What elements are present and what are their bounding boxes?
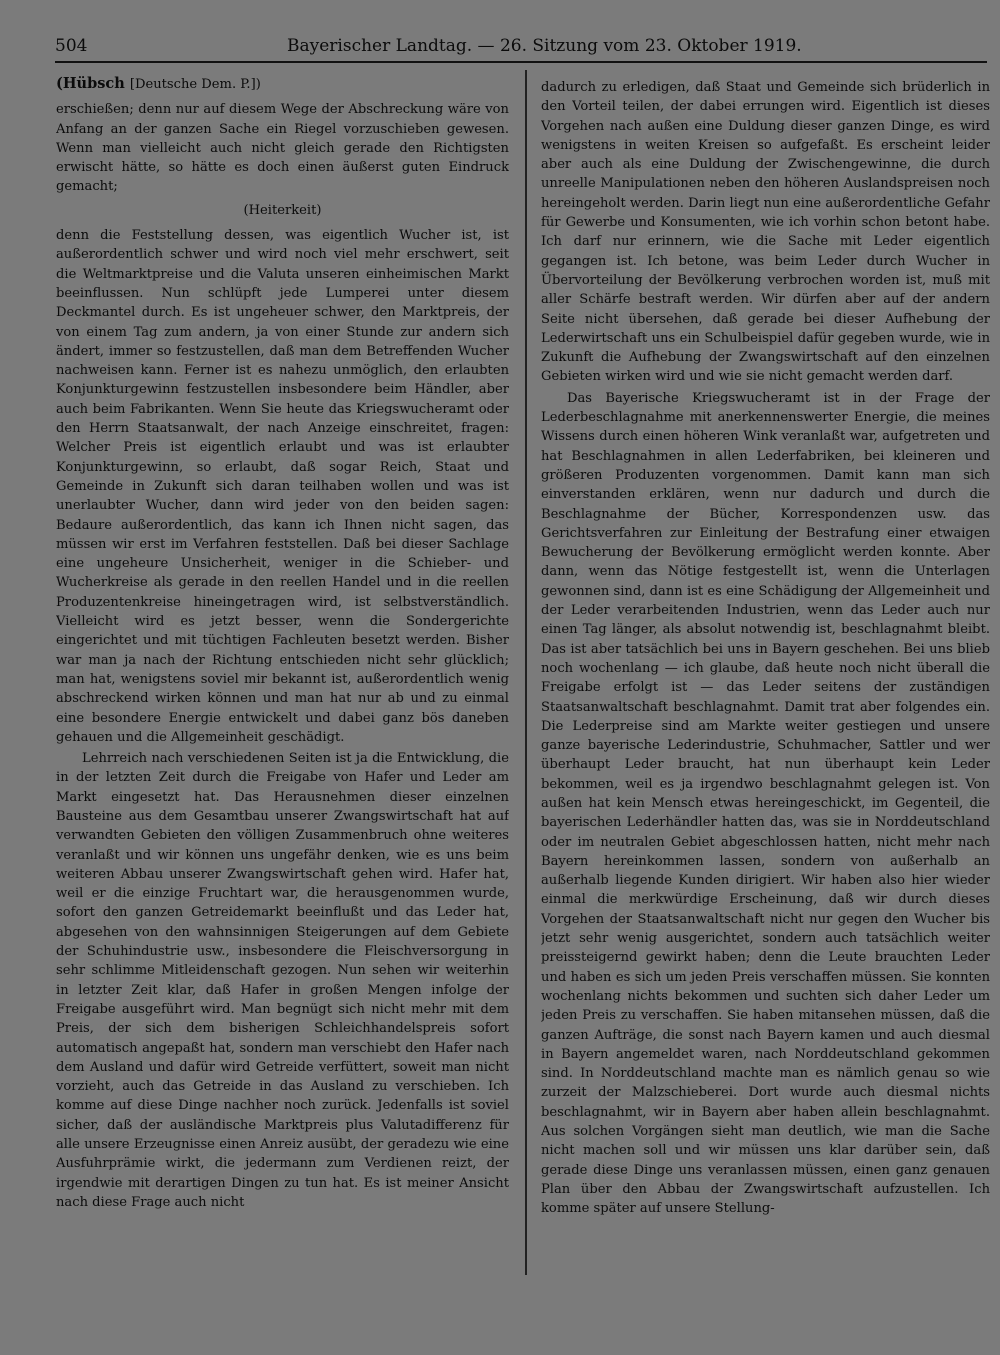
paragraph: erschießen; denn nur auf diesem Wege der Abschreckung wäre von Anfang an der ganzen Sache ein Riegel vorzuschieben gewesen. Wenn man vielleicht auch nicht gleich gerade den Richtigsten erwischt hätte, so hätte es doch einen äußerst guten Eindruck gemacht;	[56, 102, 509, 195]
running-header	[55, 36, 990, 60]
running-title: Bayerischer Landtag. — 26. Sitzung vom 23. Oktober 1919.	[287, 36, 802, 56]
paragraph: Das Bayerische Kriegswucheramt ist in der Frage der Lederbeschlagnahme mit anerkennenswerter Energie, die meines Wissens durch einen höheren Wink veranlaßt war, aufgetreten und hat Beschlagnahmen in allen Lederfabriken, bei kleineren und größeren Produzenten vorgenommen. Damit kann man sich einverstanden erklären, wenn nur dadurch und durch die Beschlagnahme der Bücher, Korrespondenzen usw. das Gerichtsverfahren zur Einleitung der Bestrafung einer etwaigen Bewucherung der Bevölkerung ermöglicht werden konnte. Aber dann, wenn das Nötige festgestellt ist, wenn die Unterlagen gewonnen sind, dann ist es eine Schädigung der Allgemeinheit und der Leder verarbeitenden Industrien, wenn das Leder auch nur einen Tag länger, als absolut notwendig ist, beschlagnahmt bleibt. Das ist aber tatsächlich bei uns in Bayern geschehen. Bei uns blieb noch wochenlang — ich glaube, daß heute noch nicht überall die Freigabe erfolgt ist — das Leder seitens der zuständigen Staatsanwaltschaft beschlagnahmt. Damit trat aber folgendes ein. Die Lederpreise sind am Markte weiter gestiegen und unsere ganze bayerische Lederindustrie, Schuhmacher, Sattler und wer überhaupt Leder braucht, hat nun überhaupt kein Leder bekommen, weil es ja irgendwo beschlagnahmt gelegen ist. Von außen hat kein Mensch etwas hereingeschickt, im Gegenteil, die bayerischen Lederhändler hatten das, was sie in Norddeutschland oder im neutralen Gebiet abgeschlossen hatten, nicht mehr nach Bayern hereinkommen lassen, sondern von außerhalb an außerhalb liegende Kunden dirigiert. Wir haben also hier wieder einmal die merkwürdige Erscheinung, daß wir durch dieses Vorgehen der Staatsanwaltschaft nicht nur gegen den Wucher bis jetzt sehr wenig ausgerichtet, sondern auch tatsächlich weiter preissteigernd gewirkt haben; denn die Leute brauchten Leder und haben es sich um jeden Preis verschaffen müssen. Sie konnten wochenlang nichts bekommen und suchten sich daher Leder um jeden Preis zu verschaffen. Sie haben mitansehen müssen, daß die ganzen Aufträge, die sonst nach Bayern kamen und auch diesmal in Bayern angemeldet waren, nach Norddeutschland gekommen sind. In Norddeutschland machte man es nämlich genau so wie zurzeit der Malzschieberei. Dort wurde auch diesmal nichts beschlagnahmt, wir in Bayern aber haben allein beschlagnahmt. Aus solchen Vorgängen sieht man deutlich, wie man die Sache nicht machen soll und wir müssen uns klar darüber sein, daß gerade diese Dinge uns veranlassen müssen, einen ganz genauen Plan über den Abbau der Zwangswirtschaft aufzustellen. Ich komme später auf unsere Stellung-	[541, 390, 990, 1217]
paragraph: Lehrreich nach verschiedenen Seiten ist ja die Entwicklung, die in der letzten Zeit durch die Freigabe von Hafer und Leder am Markt eingesetzt hat. Das Herausnehmen dieser einzelnen Bausteine aus dem Gesamtbau unserer Zwangswirtschaft hat auf verwandten Gebieten den völligen Zusammenbruch ohne weiteres veranlaßt und wir können uns ungefähr denken, wie es uns beim weiteren Abbau unserer Zwangswirtschaft gehen wird. Hafer hat, weil er die einzige Fruchtart war, die herausgenommen wurde, sofort den ganzen Getreidemarkt beeinflußt und das Leder hat, abgesehen von den wahnsinnigen Steigerungen auf dem Gebiete der Schuhindustrie usw., insbesondere die Fleischversorgung in sehr schlimme Mitleidenschaft gezogen. Nun sehen wir weiterhin in letzter Zeit klar, daß Hafer in großen Mengen infolge der Freigabe ausgeführt wird. Man begnügt sich nicht mehr mit dem Preis, der sich dem bisherigen Schleichhandelspreis sofort automatisch angepaßt hat, sondern man verschiebt den Hafer nach dem Ausland und dafür wird Getreide verfüttert, soweit man nicht vorzieht, auch das Getreide in das Ausland zu verschieben. Ich komme auf diese Dinge nachher noch zurück. Jedenfalls ist soviel sicher, daß der ausländische Marktpreis plus Valutadifferenz für alle unsere Erzeugnisse einen Anreiz ausübt, der geradezu wie eine Ausfuhrprämie wirkt, die jedermann zum Verdienen reizt, der irgendwie mit derartigen Dingen zu tun hat. Es ist meiner Ansicht nach diese Frage auch nicht	[56, 751, 509, 1210]
stage-direction: (Heiterkeit)	[243, 202, 322, 218]
paragraph: denn die Feststellung dessen, was eigentlich Wucher ist, ist außerordentlich schwer und wird noch viel mehr erschwert, seit die Weltmarktpreise und die Valuta unseren einheimischen Markt beeinflussen. Nun schlüpft jede Lumperei unter diesem Deckmantel durch. Es ist ungeheuer schwer, den Marktpreis, der von einem Tag zum andern, ja von einer Stunde zur andern sich ändert, immer so festzustellen, daß man dem Betreffenden Wucher nachweisen kann. Ferner ist es nahezu unmöglich, den erlaubten Konjunkturgewinn festzustellen insbesondere beim Händler, aber auch beim Fabrikanten. Wenn Sie heute das Kriegswucheramt oder den Herrn Staatsanwalt, der nach Anzeige einschreitet, fragen: Welcher Preis ist eigentlich erlaubt und was ist erlaubter Konjunkturgewinn, so erlaubt, daß sogar Reich, Staat und Gemeinde in Zukunft sich daran teilhaben wollen und was ist unerlaubter Wucher, dann wird jeder von den beiden sagen: Bedaure außerordentlich, das kann ich Ihnen nicht sagen, das müssen wir erst im Verfahren feststellen. Daß bei dieser Sachlage eine ungeheure Unsicherheit, weniger in die Schieber- und Wucherkreise als gerade in den reellen Handel und in die reellen Produzentenkreise hineingetragen wird, ist selbstverständlich. Vielleicht wird es jetzt besser, wenn die Sondergerichte eingerichtet und mit tüchtigen Fachleuten besetzt werden. Bisher war man ja nach der Richtung entschieden nicht sehr glücklich; man hat, wenigstens soviel mir bekannt ist, außerordentlich wenig abschreckend wirken können und man hat nur ab und zu einmal eine besondere Energie entwickelt und dabei ganz bös daneben gehauen und die Allgemeinheit geschädigt.	[56, 228, 509, 745]
page-number: 504	[55, 36, 88, 56]
column-divider	[525, 70, 527, 1275]
speaker-name: (Hübsch	[56, 75, 125, 92]
left-column	[56, 74, 509, 1274]
paragraph: dadurch zu erledigen, daß Staat und Gemeinde sich brüderlich in den Vorteil teilen, der dabei errungen wird. Eigentlich ist dieses Vorgehen nach außen eine Duldung dieser ganzen Dinge, es wird wenigstens in weiten Kreisen so aufgefaßt. Es erscheint leider aber auch als eine Duldung der Zwischengewinne, die durch unreelle Manipulationen neben den höheren Auslandspreisen noch hereingeholt werden. Darin liegt nun eine außerordentliche Gefahr für Gewerbe und Konsumenten, wie ich vorhin schon betont habe. Ich darf nur erinnern, wie die Sache mit Leder eigentlich gegangen ist. Ich betone, was beim Leder durch Wucher in Übervorteilung der Bevölkerung verbrochen worden ist, muß mit aller Schärfe bestraft werden. Wir dürfen aber auf der andern Seite nicht übersehen, daß gerade bei dieser Aufhebung der Lederwirtschaft uns ein Schulbeispiel dafür gegeben wurde, wie in Zukunft die Aufhebung der Zwangswirtschaft auf den einzelnen Gebieten wirken wird und wie sie nicht gemacht werden darf.	[541, 80, 990, 385]
speaker-party: [Deutsche Dem. P.])	[129, 77, 261, 92]
header-rule	[55, 61, 987, 63]
speaker-line	[56, 74, 509, 94]
right-column	[541, 78, 990, 1278]
